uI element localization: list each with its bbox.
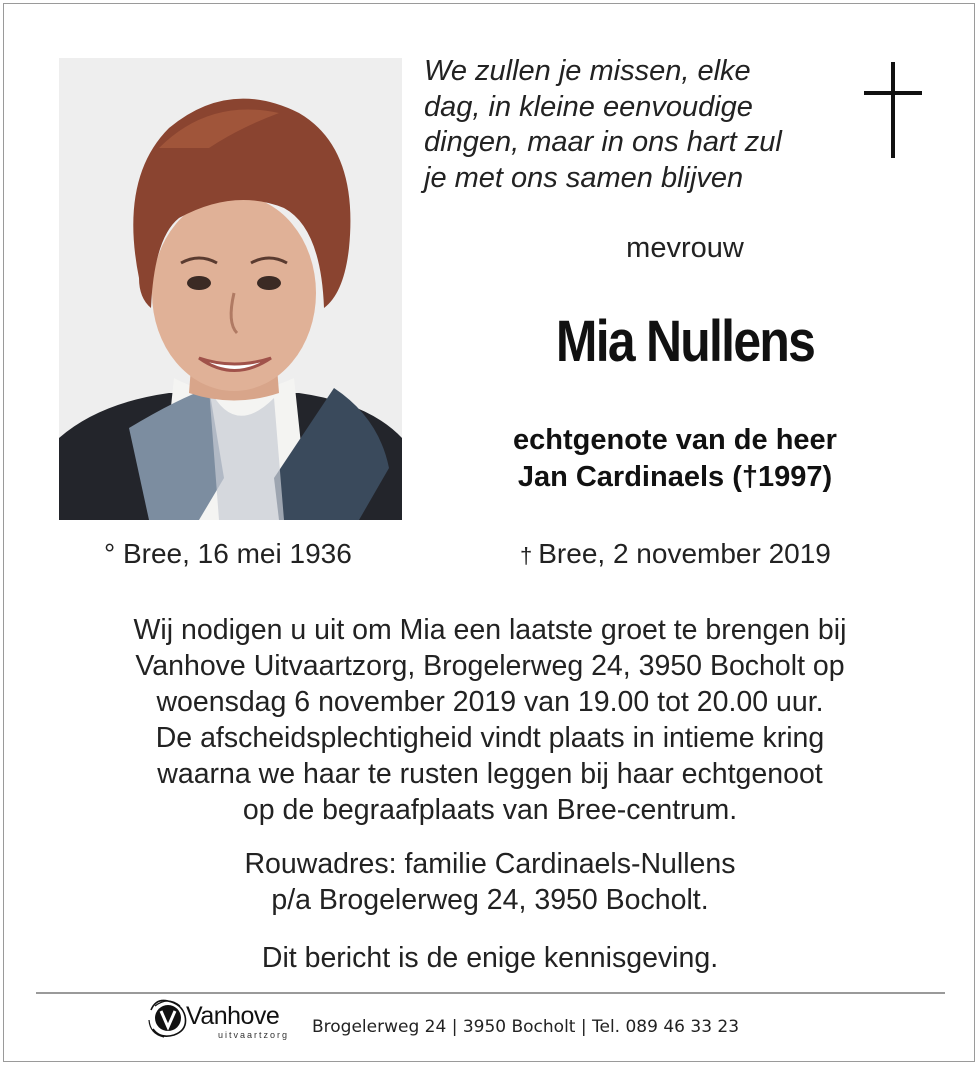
invitation-line: Vanhove Uitvaartzorg, Brogelerweg 24, 3950 Bocholt op [135,650,845,682]
footer-address: Brogelerweg 24 | 3950 Bocholt | Tel. 089 46 33 23 [312,1017,740,1037]
vanhove-logo-icon [146,996,190,1040]
cross-icon [864,62,924,158]
portrait-photo [59,58,402,520]
address-line: p/a Brogelerweg 24, 3950 Bocholt. [271,884,709,916]
poem-line: je met ons samen blijven [424,161,744,194]
logo-subtitle: uitvaartzorg [218,1030,290,1040]
poem-line: We zullen je missen, elke [424,55,751,87]
address-line: Rouwadres: familie Cardinaels-Nullens [244,848,736,880]
dagger-icon: † [520,543,533,568]
invitation-line: op de begraafplaats van Bree-centrum. [242,794,738,826]
death-text: Bree, 2 november 2019 [538,538,831,569]
poem-line: dingen, maar in ons hart zul [424,126,782,158]
invitation-line: Wij nodigen u uit om Mia een laatste groet te brengen bij [133,614,847,646]
poem-line: dag, in kleine eenvoudige [424,90,753,123]
invitation-line: woensdag 6 november 2019 van 19.00 tot 20.00 uur. [156,686,824,718]
birth-info: ° Bree, 16 mei 1936 [104,538,352,569]
spouse-line: echtgenote van de heer [513,424,837,456]
invitation-text [40,612,940,828]
poem-verse [424,54,844,196]
spouse-line: Jan Cardinaels (†1997) [517,461,833,493]
invitation-line: De afscheidsplechtigheid vindt plaats in intieme kring [155,722,825,754]
spouse-info [440,422,910,496]
death-info [520,538,831,570]
honorific: mevrouw [626,232,744,264]
footer-divider [36,992,945,994]
invitation-line: waarna we haar te rusten leggen bij haar echtgenoot [157,758,823,790]
mourning-address [40,846,940,918]
notice-text: Dit bericht is de enige kennisgeving. [261,942,719,974]
deceased-name: Mia Nullens [555,309,815,374]
portrait-illustration [59,58,402,520]
logo-brand: Vanhove [186,1002,280,1030]
